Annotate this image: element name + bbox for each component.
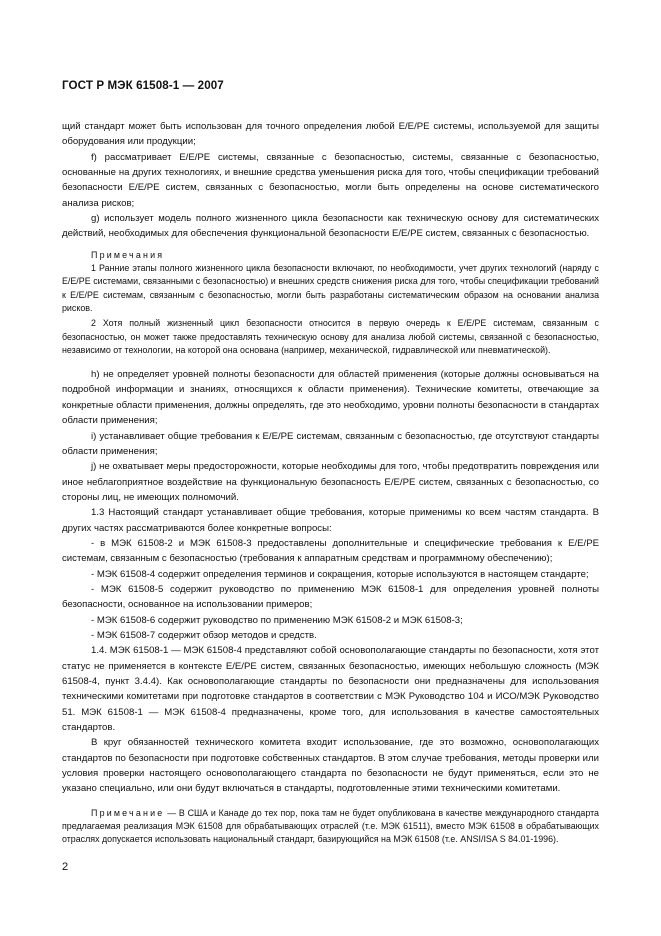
- document-header: ГОСТ Р МЭК 61508-1 — 2007: [62, 79, 224, 92]
- bullet-item: - МЭК 61508-6 содержит руководство по применению МЭК 61508-2 и МЭК 61508-3;: [91, 614, 463, 626]
- list-item-i: i) устанавливает общие требования к Е/Е/РЕ системам, связанным с безопасностью, где отсутствуют стандарты области применения;: [62, 430, 599, 457]
- paragraph-continuation: щий стандарт может быть использован для точного определения любой Е/Е/РЕ системы, используемой для защиты оборудования или продукции;: [62, 121, 599, 148]
- bullet-item: - в МЭК 61508-2 и МЭК 61508-3 предоставлены дополнительные и специфические требования к Е/Е/РЕ системам, связанным с безопасностью (требования к аппаратным средствам и программному обеспечению);: [62, 537, 599, 565]
- list-item-f: f) рассматривает Е/Е/РЕ системы, связанные с безопасностью, системы, связанные с безопасностью, основанные на других технологиях, и внешние средства уменьшения риска для того, чтобы спецификации требований безопасности Е/Е/РЕ систем, связанных с безопасностью, могли быть определены на основе систематического анализа рисков;: [62, 151, 599, 209]
- list-item-g: g) использует модель полного жизненного цикла безопасности как техническую основу для систематических действий, необходимых для обеспечения функциональной безопасности Е/Е/РЕ систем, связанных с безопасностью.: [62, 213, 599, 240]
- note-3-heading: Примечание: [91, 807, 165, 818]
- note-3-text: — В США и Канаде до тех пор, пока там не будет опубликована в качестве международного стандарта предлагаемая реализация МЭК 61508 для обрабатывающих отраслей (т.е. МЭК 61511), вместо МЭК 61508 в обрабатывающих отраслях допускается использовать национальный стандарт, базирующийся на МЭК 61508 (т.е. ANSI/ISA S 84.01-1996).: [62, 807, 599, 845]
- note-2: 2 Хотя полный жизненный цикл безопасности относится в первую очередь к Е/Е/РЕ системам, связанным с безопасностью, он может также предоставлять техническую основу для анализа любой системы, связанной с безопасностью, независимо от технологии, на которой она основана (например, механической, гидравлической или пневматической).: [62, 318, 599, 355]
- section-1-4: 1.4. МЭК 61508-1 — МЭК 61508-4 представляют собой основополагающие стандарты по безопасности, хотя этот статус не применяется в контексте Е/Е/РЕ систем, связанных безопасностью, имеющих небольшую сложность (МЭК 61508-4, пункт 3.4.4). Как основополагающие стандарты по безопасности они предназначены для использования техническими комитетами при подготовке стандартов в соответствии с МЭК Руководство 104 и ИСО/МЭК Руководство 51. МЭК 61508-1 — МЭК 61508-4 предназначены, кроме того, для использования в качестве самостоятельных стандартов.: [62, 645, 599, 734]
- page-number: 2: [62, 861, 69, 873]
- list-item-h: h) не определяет уровней полноты безопасности для областей применения (которые должны основываться на подробной информации и знаниях, относящихся к области применения). Технические комитеты, отвечающие за конкретные области применения, должны определять, где это необходимо, уровни полноты безопасности в стандартах области применения;: [62, 369, 599, 427]
- note-3: [62, 807, 599, 847]
- paragraph-committee: В круг обязанностей технического комитета входит использование, где это возможно, основополагающих стандартов по безопасности при подготовке собственных стандартов. В этом случае требования, методы проверки или условия проверки настоящего основополагающего стандарта по безопасности не будут применяться, если это не указано специально, или они будут включаться в стандарты, подготовленные этими техническими комитетами.: [62, 737, 599, 795]
- bullet-item: - МЭК 61508-5 содержит руководство по применению МЭК 61508-1 для определения уровней полноты безопасности, основанное на использовании примеров;: [62, 583, 599, 611]
- notes-heading: [62, 249, 599, 262]
- bullet-item: - МЭК 61508-4 содержит определения терминов и сокращения, которые используются в настоящем стандарте;: [91, 568, 589, 580]
- bullet-item: - МЭК 61508-7 содержит обзор методов и средств.: [91, 629, 317, 641]
- list-item-j: j) не охватывает меры предосторожности, которые необходимы для того, чтобы предотвратить повреждения или иное неблагоприятное воздействие на функциональную безопасность Е/Е/РЕ систем, связанных с безопасностью, со стороны лиц, не имеющих полномочий.: [62, 461, 599, 503]
- notes-heading-text: Примечания: [91, 249, 165, 260]
- section-1-3: 1.3 Настоящий стандарт устанавливает общие требования, которые применимы ко всем частям стандарта. В других частях рассматриваются более конкретные вопросы:: [62, 507, 599, 534]
- page-body: [62, 119, 599, 847]
- note-1: 1 Ранние этапы полного жизненного цикла безопасности включают, по необходимости, учет других технологий (наряду с Е/Е/РЕ системами, связанными с безопасностью) и внешних средств снижения риска для того, чтобы спецификации требований к Е/Е/РЕ системам, связанным с безопасностью, могли быть разработаны систематическим образом на основании анализа рисков.: [62, 263, 599, 313]
